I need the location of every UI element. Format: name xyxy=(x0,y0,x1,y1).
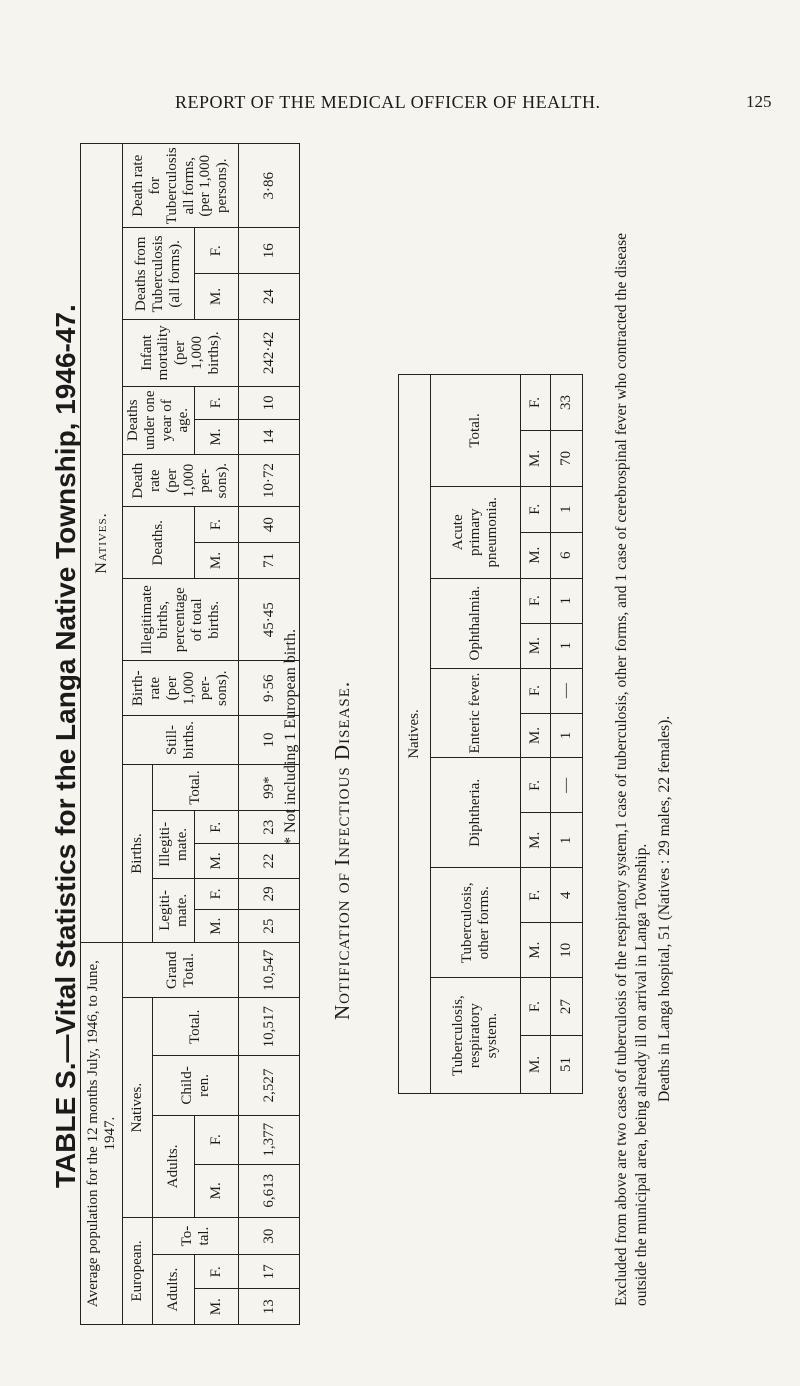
deaths-under-one-header: Deaths under one year of age. xyxy=(123,386,195,454)
footnote-line-2: outside the municipal area, being already ill on arrival in Langa Township. xyxy=(633,843,650,1306)
table-title: TABLE S.—Vital Statistics for the Langa Native Township, 1946-47. xyxy=(50,304,81,1188)
cell: 10,517 xyxy=(239,998,300,1056)
cell: 33 xyxy=(551,375,583,431)
cell: 24 xyxy=(239,274,300,320)
col-m: M. xyxy=(521,923,551,978)
disease-name: Tuberculosis, other forms. xyxy=(431,868,521,978)
grand-total-header: Grand Total. xyxy=(123,943,239,998)
birth-rate-header: Birth-rate (per 1,000 per-sons). xyxy=(123,661,239,716)
disease-name: Total. xyxy=(431,375,521,487)
cell: 4 xyxy=(551,868,583,923)
cell: 23 xyxy=(239,811,300,844)
native-total-header: Total. xyxy=(153,998,239,1056)
col-m: M. xyxy=(521,813,551,868)
births-total-header: Total. xyxy=(153,764,239,810)
disease-name: Ophthalmia. xyxy=(431,578,521,668)
cell: 6,613 xyxy=(239,1164,300,1217)
col-f: F. xyxy=(195,1115,239,1164)
col-f: F. xyxy=(195,228,239,274)
natives-header: Natives. xyxy=(123,998,153,1218)
cell: 17 xyxy=(239,1255,300,1289)
col-m: M. xyxy=(521,623,551,668)
cell: 40 xyxy=(239,507,300,542)
cell: 9·56 xyxy=(239,661,300,716)
birth-footnote: * Not including 1 European birth. xyxy=(282,629,299,845)
stillbirths-header: Still-births. xyxy=(123,716,239,765)
col-f: F. xyxy=(521,668,551,713)
deaths-tb-header: Deaths from Tuberculosis (all forms). xyxy=(123,228,195,320)
cell: 70 xyxy=(551,430,583,486)
cell: 2,527 xyxy=(239,1056,300,1116)
cell: 10,547 xyxy=(239,943,300,998)
cell: 45·45 xyxy=(239,579,300,661)
col-m: M. xyxy=(521,1036,551,1094)
notification-title: Notification of Infectious Disease. xyxy=(330,680,354,1020)
col-m: M. xyxy=(195,1289,239,1325)
vital-statistics-table-wrap xyxy=(80,143,285,1325)
cell: 3·86 xyxy=(239,144,300,229)
cell: 10 xyxy=(551,923,583,978)
death-rate-header: Death rate (per 1,000 per-sons). xyxy=(123,454,239,506)
header-title: REPORT OF THE MEDICAL OFFICER OF HEALTH. xyxy=(175,92,601,112)
native-adults-header: Adults. xyxy=(153,1115,195,1217)
disease-name: Diphtheria. xyxy=(431,758,521,868)
col-m: M. xyxy=(521,713,551,758)
page-number: 125 xyxy=(746,92,772,111)
cell: 16 xyxy=(239,228,300,274)
cell: 10·72 xyxy=(239,454,300,506)
cell: 30 xyxy=(239,1217,300,1254)
col-f: F. xyxy=(521,978,551,1036)
legitimate-header: Legiti-mate. xyxy=(153,878,195,943)
cell: 1 xyxy=(551,813,583,868)
cell: 1 xyxy=(551,578,583,623)
footnote-line-3: Deaths in Langa hospital, 51 (Natives : 29 males, 22 females). xyxy=(656,715,673,1102)
col-m: M. xyxy=(521,430,551,486)
european-header: European. xyxy=(123,1217,153,1324)
cell: 25 xyxy=(239,910,300,943)
cell: 22 xyxy=(239,844,300,878)
disease-name: Enteric fever. xyxy=(431,668,521,758)
cell: 1 xyxy=(551,623,583,668)
cell: 10 xyxy=(239,386,300,419)
cell: — xyxy=(551,668,583,713)
disease-name: Tuberculosis, respiratory system. xyxy=(431,978,521,1094)
col-f: F. xyxy=(521,758,551,813)
vital-statistics-table xyxy=(80,143,300,1325)
col-f: F. xyxy=(521,578,551,623)
cell: 71 xyxy=(239,542,300,578)
deaths-header: Deaths. xyxy=(123,507,195,579)
death-rate-tb-header: Death rate for Tuberculosis all forms, (per 1,000 persons). xyxy=(123,144,239,229)
disease-name: Acute primary pneumonia. xyxy=(431,486,521,578)
col-m: M. xyxy=(195,844,239,878)
col-f: F. xyxy=(195,811,239,844)
col-f: F. xyxy=(521,486,551,532)
cell: 1,377 xyxy=(239,1115,300,1164)
population-header: Average population for the 12 months July, 1946, to June, 1947. xyxy=(81,943,123,1325)
col-m: M. xyxy=(195,420,239,455)
cell: 29 xyxy=(239,878,300,910)
natives-header: Natives. xyxy=(399,375,431,1094)
col-f: F. xyxy=(195,507,239,542)
col-f: F. xyxy=(521,868,551,923)
col-m: M. xyxy=(195,1164,239,1217)
footnote-line-1: Excluded from above are two cases of tuberculosis of the respiratory system,1 case of tuberculosis, other forms, and 1 case of cerebrospinal fever who contracted the disease xyxy=(613,233,630,1306)
cell: 242·42 xyxy=(239,320,300,386)
page-header xyxy=(0,92,800,122)
table-row xyxy=(551,375,583,1094)
infant-mortality-header: Infant mortality (per 1,000 births). xyxy=(123,320,239,386)
cell: 13 xyxy=(239,1289,300,1325)
col-f: F. xyxy=(195,878,239,910)
col-f: F. xyxy=(195,386,239,419)
infectious-table-wrap xyxy=(398,374,582,1094)
col-m: M. xyxy=(521,532,551,578)
illegitimate-header: Illegiti-mate. xyxy=(153,811,195,878)
col-m: M. xyxy=(195,274,239,320)
cell: 1 xyxy=(551,486,583,532)
cell: 51 xyxy=(551,1036,583,1094)
european-adults-header: Adults. xyxy=(153,1255,195,1325)
col-m: M. xyxy=(195,910,239,943)
cell: 27 xyxy=(551,978,583,1036)
births-header: Births. xyxy=(123,764,153,942)
col-m: M. xyxy=(195,542,239,578)
col-f: F. xyxy=(195,1255,239,1289)
european-total-header: To-tal. xyxy=(153,1217,239,1254)
children-header: Child-ren. xyxy=(153,1056,239,1116)
cell: 1 xyxy=(551,713,583,758)
infectious-table xyxy=(398,374,583,1094)
natives-group-header: Natives. xyxy=(81,144,123,943)
illegitimate-pct-header: Illegitimate births, percentage of total births. xyxy=(123,579,239,661)
cell: 6 xyxy=(551,532,583,578)
cell: 14 xyxy=(239,420,300,455)
cell: 99* xyxy=(239,764,300,810)
col-f: F. xyxy=(521,375,551,431)
cell: 10 xyxy=(239,716,300,765)
cell: — xyxy=(551,758,583,813)
